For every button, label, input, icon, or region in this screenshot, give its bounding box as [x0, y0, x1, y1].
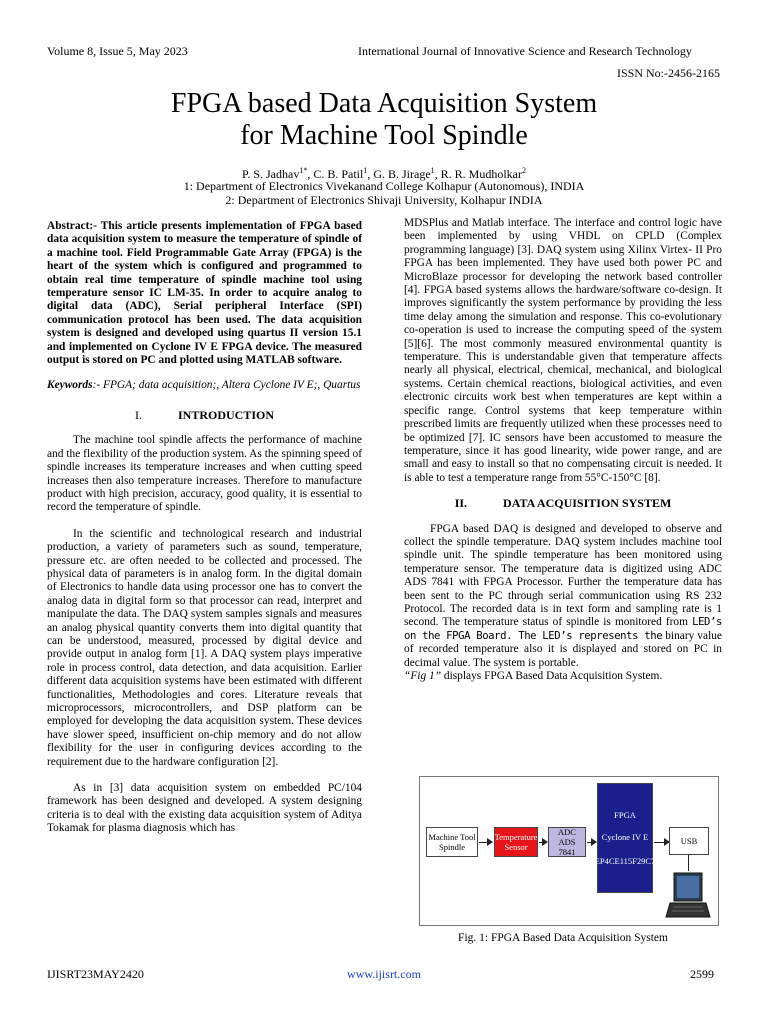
paper-id: IJISRT23MAY2420 — [47, 967, 144, 981]
author: , G. B. Jirage — [367, 167, 431, 181]
affiliation-1: 1: Department of Electronics Vivekanand College Kolhapur (Autonomous), INDIA — [183, 179, 585, 193]
page-number: 2599 — [690, 967, 714, 981]
keywords-label: Keywords — [47, 379, 93, 392]
arrow-4 — [654, 842, 668, 843]
author-sup: 2 — [522, 166, 527, 175]
fpga-model: Cyclone IV E — [601, 832, 649, 842]
fpga-block — [594, 783, 656, 893]
intro-paragraph-1: The machine tool spindle affects the performance of machine and the flexibility of the production system. As the spinning speed of spindle increases its temperature increases and when cutting speed increases then also temperature increases. Therefore to manufacture product with high precision, accuracy, good quality, it is essential to record the temperature of spindle. — [47, 434, 362, 514]
intro-paragraph-3: As in [3] data acquisition system on embedded PC/104 framework has been designed and developed. A system designing criteria is to deal with the existing data acquisition system of Aditya Tokamak for plasma diagnosis which has — [47, 782, 362, 835]
keywords — [47, 379, 362, 392]
left-column — [47, 220, 362, 846]
figure-1-block-diagram — [419, 776, 719, 926]
daq-text: FPGA based DAQ is designed and developed to observe and collect the spindle temperature. DAQ system includes machine tool spindle unit. The spindle temperature has been monitored using temperature sensor. The temperature data is digitized using ADC ADS 7841 with FPGA Processor. Further the temperature data has been sent to the PC through serial communication using RS 232 Protocol. The recorded data is in text form and sampling rate is 1 second. The temperature status of spindle is monitored from — [404, 522, 722, 629]
section-number: I. — [134, 407, 142, 422]
daq-text-end: binary value of recorded temperature also it is displayed and stored on PC in decimal value. The system is portable. — [404, 629, 722, 669]
section-heading-introduction — [47, 409, 362, 422]
arrow-5 — [688, 855, 689, 871]
intro-paragraph-2: In the scientific and technological research and industrial production, a variety of parameters such as sound, temperature, pressure etc. are often needed to be collected and processed. The physical data of parameters is in analog form. In the digital domain of Electronics to handle data using processor one has to convert the analog data in digital form so that processor can read, interpret and manipulate the data. The DAQ system samples signals and measures an analog physical quantity converts them into digital quantity that can be understood, measured, processed by digital device and provide output in analog form [1]. A DAQ system plays imperative role in process control, data detection, and data acquisition. Earlier different data acquisition systems have been estimated with different functionalities, Methodologies and cores. Literature reveals that microprocessors, microcontrollers, and DSP platform can be employed for developing the data acquisition system. These devices have slower speed, insufficient on-chip memory and do not allow flexibility for the user in configuring devices according to the requirement due to the hardware configuration [2]. — [47, 527, 362, 768]
usb-label: USB — [680, 836, 698, 846]
arrow-1 — [479, 842, 491, 843]
author-sup: 1 — [363, 166, 368, 175]
issn: ISSN No:-2456-2165 — [616, 66, 720, 80]
author-sup: 1 — [430, 166, 435, 175]
author: P. S. Jadhav — [241, 167, 300, 181]
title-line-1: FPGA based Data Acquisition System — [170, 88, 598, 119]
section-number: II. — [454, 496, 468, 511]
abstract: Abstract:- This article presents implementation of FPGA based data acquisition system to measure the temperature of spindle of a machine tool. Field Programmable Gate Array (FPGA) is the heart of the system which is configured and programmed to obtain real time temperature of spindle machine tool using temperature sensor IC LM-35. In order to acquire analog to digital data (ADC), Serial peripheral Interface (SPI) communication protocol has been used. The data acquisition system is designed and developed using quartus II version 15.1 and implemented on Cyclone IV E FPGA device. The measured output is stored on PC and plotted using MATLAB software. — [47, 220, 362, 367]
section-title: INTRODUCTION — [177, 407, 274, 422]
daq-paragraph — [404, 523, 722, 684]
usb-block — [669, 827, 709, 855]
figure-reference: “Fig 1” — [404, 670, 442, 682]
spindle-label: Machine Tool Spindle — [428, 832, 476, 852]
sensor-label: Temperature Sensor — [494, 832, 538, 852]
title-line-2: for Machine Tool Spindle — [240, 120, 528, 151]
temperature-sensor-block — [494, 827, 538, 857]
right-paragraph-1: MDSPlus and Matlab interface. The interface and control logic have been implemented by using VHDL on CPLD (Complex programming language) [3]. DAQ system using Xilinx Virtex- II Pro FPGA has been implemented. They have used both power PC and MicroBlaze processor for developing the network based controller [4]. FPGA based systems allows the hardware/software co-design. It improves significantly the system performance by providing the less time delay among the simulation and response. This co-evolutionary co-operation is used to increase the computing speed of the system [5][6]. The most commonly measured environmental quantity is temperature. This is understandable given that temperature affects nearly all physical, electrical, chemical, mechanical, and biological systems. Certain chemical reactions, biological activities, and even electronic circuits work best when temperatures are kept within a specific range. Control systems that keep temperature within prescribed limits are frequently utilized when these processes need to be optimized [7]. IC sensors have been accustomed to measure the temperature, since it has good linearity, wide power range, and are small and easy to install so that no compensating circuit is needed. It is able to test a temperature range from 55°C-150°C [8]. — [404, 217, 722, 484]
adc-block — [548, 827, 586, 857]
daq-text-led: LED’s on the FPGA Board. The LED’s represents the — [404, 616, 722, 642]
volume-info: Volume 8, Issue 5, May 2023 — [47, 44, 188, 58]
section-heading-daq — [404, 497, 722, 510]
laptop-icon — [664, 871, 712, 923]
paper-title — [0, 88, 768, 152]
journal-name: International Journal of Innovative Science and Research Technology — [358, 44, 692, 58]
keywords-text: :- FPGA; data acquisition;, Altera Cyclone IV E;, Quartus — [92, 379, 361, 392]
author: , C. B. Patil — [307, 167, 364, 181]
spindle-block — [426, 827, 478, 857]
section-title: DATA ACQUISITION SYSTEM — [503, 496, 672, 511]
right-column — [404, 217, 722, 693]
fpga-part: EP4CE115F29C7 — [594, 856, 656, 866]
fpga-label: FPGA — [614, 810, 636, 820]
adc-label: ADC ADS 7841 — [558, 827, 576, 857]
figure-caption: Fig. 1: FPGA Based Data Acquisition System — [458, 932, 668, 944]
arrow-2 — [539, 842, 546, 843]
daq-text-fig: displays FPGA Based Data Acquisition System. — [441, 670, 663, 682]
arrow-3 — [587, 842, 595, 843]
affiliation-2: 2: Department of Electronics Shivaji University, Kolhapur INDIA — [225, 193, 543, 207]
author: , R. R. Mudholkar — [434, 167, 523, 181]
journal-website-link[interactable]: www.ijisrt.com — [347, 967, 421, 981]
author-sup: 1* — [299, 166, 308, 175]
